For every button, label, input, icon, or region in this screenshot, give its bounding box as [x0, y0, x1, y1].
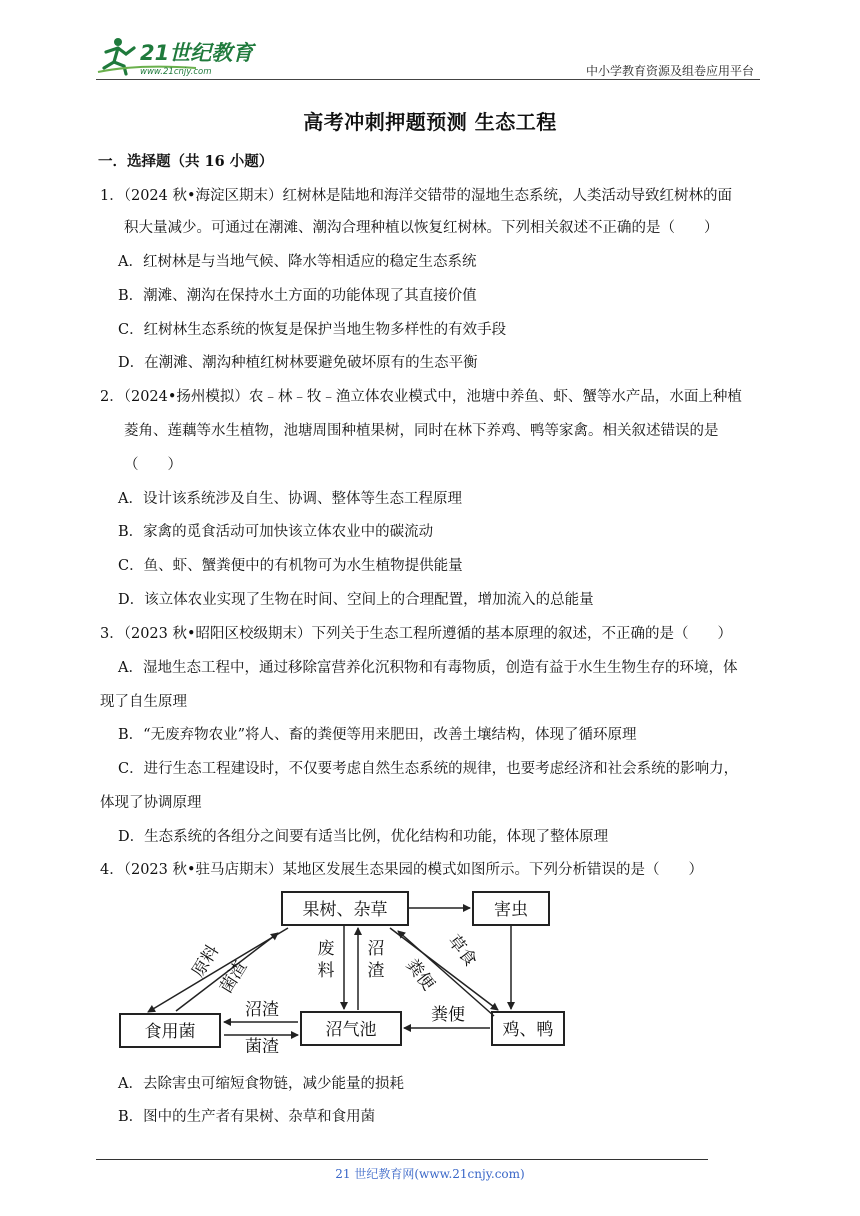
header-rule [96, 79, 760, 80]
logo-text: 21世纪教育 [140, 41, 254, 65]
edge-label-residue-1: 沼 [367, 939, 385, 959]
q1-option-d: D．在潮滩、潮沟种植红树林要避免破坏原有的生态平衡 [118, 355, 478, 371]
q1-stem-line2: 积大量减少。可通过在潮滩、潮沟合理种植以恢复红树林。下列相关叙述不正确的是（ ） [124, 220, 719, 236]
q3-stem: 3．（2023 秋•昭阳区校级期末）下列关于生态工程所遵循的基本原理的叙述，不正确的是（ ） [100, 626, 733, 642]
q2-stem-line1: 2．（2024•扬州模拟）农﹣林﹣牧﹣渔立体农业模式中，池塘中养鱼、虾、蟹等水产品，水面上种植 [100, 389, 742, 405]
q2-option-c: C．鱼、虾、蟹粪便中的有机物可为水生植物提供能量 [118, 558, 463, 574]
q2-option-b: B．家禽的觅食活动可加快该立体农业中的碳流动 [118, 524, 434, 540]
label-biogas: 沼气池 [325, 1020, 377, 1040]
label-mushroom: 食用菌 [144, 1022, 196, 1042]
edge-label-fungus-residue: 菌渣 [216, 957, 252, 998]
q1-stem-line1: 1．（2024 秋•海淀区期末）红树林是陆地和海洋交错带的湿地生态系统，人类活动导致红树林的面 [100, 188, 733, 204]
q2-option-d: D．该立体农业实现了生物在时间、空间上的合理配置，增加流入的总能量 [118, 592, 594, 608]
edge-label-grass-eat: 草食 [443, 931, 481, 971]
label-fruit-grass: 果树、杂草 [302, 900, 388, 920]
ecological-orchard-diagram [118, 888, 568, 1053]
q3-option-b: B．“无废弃物农业”将人、畜的粪便等用来肥田，改善土壤结构，体现了循环原理 [118, 727, 637, 743]
edge-label-waste-2: 料 [317, 961, 335, 981]
q3-option-a-line1: A．湿地生态工程中，通过移除富营养化沉积物和有毒物质，创造有益于水生生物生存的环境，体 [118, 660, 738, 676]
q2-stem-line2: 菱角、莲藕等水生植物，池塘周围种植果树，同时在林下养鸡、鸭等家禽。相关叙述错误的是 [124, 423, 719, 439]
edge-label-residue-h: 沼渣 [245, 1000, 279, 1020]
logo-url: www.21cnjy.com [140, 67, 212, 77]
q4-option-b: B．图中的生产者有果树、杂草和食用菌 [118, 1109, 376, 1125]
edge-label-manure-diag: 粪便 [401, 955, 439, 995]
platform-name: 中小学教育资源及组卷应用平台 [585, 64, 754, 78]
edge-label-waste-1: 废 [317, 939, 335, 959]
q4-stem: 4．（2023 秋•驻马店期末）某地区发展生态果园的模式如图所示。下列分析错误的是（ ） [100, 862, 704, 878]
q1-option-c: C．红树林生态系统的恢复是保护当地生物多样性的有效手段 [118, 322, 507, 338]
edge-label-fungus-h: 菌渣 [245, 1037, 279, 1053]
label-pest: 害虫 [494, 900, 528, 920]
q2-option-a: A．设计该系统涉及自生、协调、整体等生态工程原理 [118, 491, 462, 507]
q3-option-a-line2: 现了自生原理 [100, 694, 187, 710]
page-header [96, 30, 760, 78]
q1-option-b: B．潮滩、潮沟在保持水土方面的功能体现了其直接价值 [118, 288, 477, 304]
edge-label-raw: 原料 [188, 941, 224, 982]
q1-option-a: A．红树林是与当地气候、降水等相适应的稳定生态系统 [118, 254, 477, 270]
footer-rule [96, 1159, 708, 1160]
q3-option-c-line2: 体现了协调原理 [100, 795, 202, 811]
logo-21cnjy [96, 34, 266, 78]
page-title: 高考冲刺押题预测 生态工程 [303, 110, 557, 134]
section-heading: 一．选择题（共 16 小题） [98, 153, 274, 170]
edge-label-manure-h: 粪便 [431, 1005, 465, 1025]
q4-option-a: A．去除害虫可缩短食物链，减少能量的损耗 [118, 1076, 404, 1092]
q3-option-d: D．生态系统的各组分之间要有适当比例，优化结构和功能，体现了整体原理 [118, 829, 609, 845]
q3-option-c-line1: C．进行生态工程建设时，不仅要考虑自然生态系统的规律，也要考虑经济和社会系统的影响力， [118, 761, 739, 777]
label-poultry: 鸡、鸭 [502, 1020, 554, 1040]
footer-link[interactable]: 21 世纪教育网(www.21cnjy.com) [335, 1167, 525, 1181]
edge-label-residue-2: 渣 [367, 961, 385, 981]
q2-stem-line3: （ ） [124, 457, 182, 473]
